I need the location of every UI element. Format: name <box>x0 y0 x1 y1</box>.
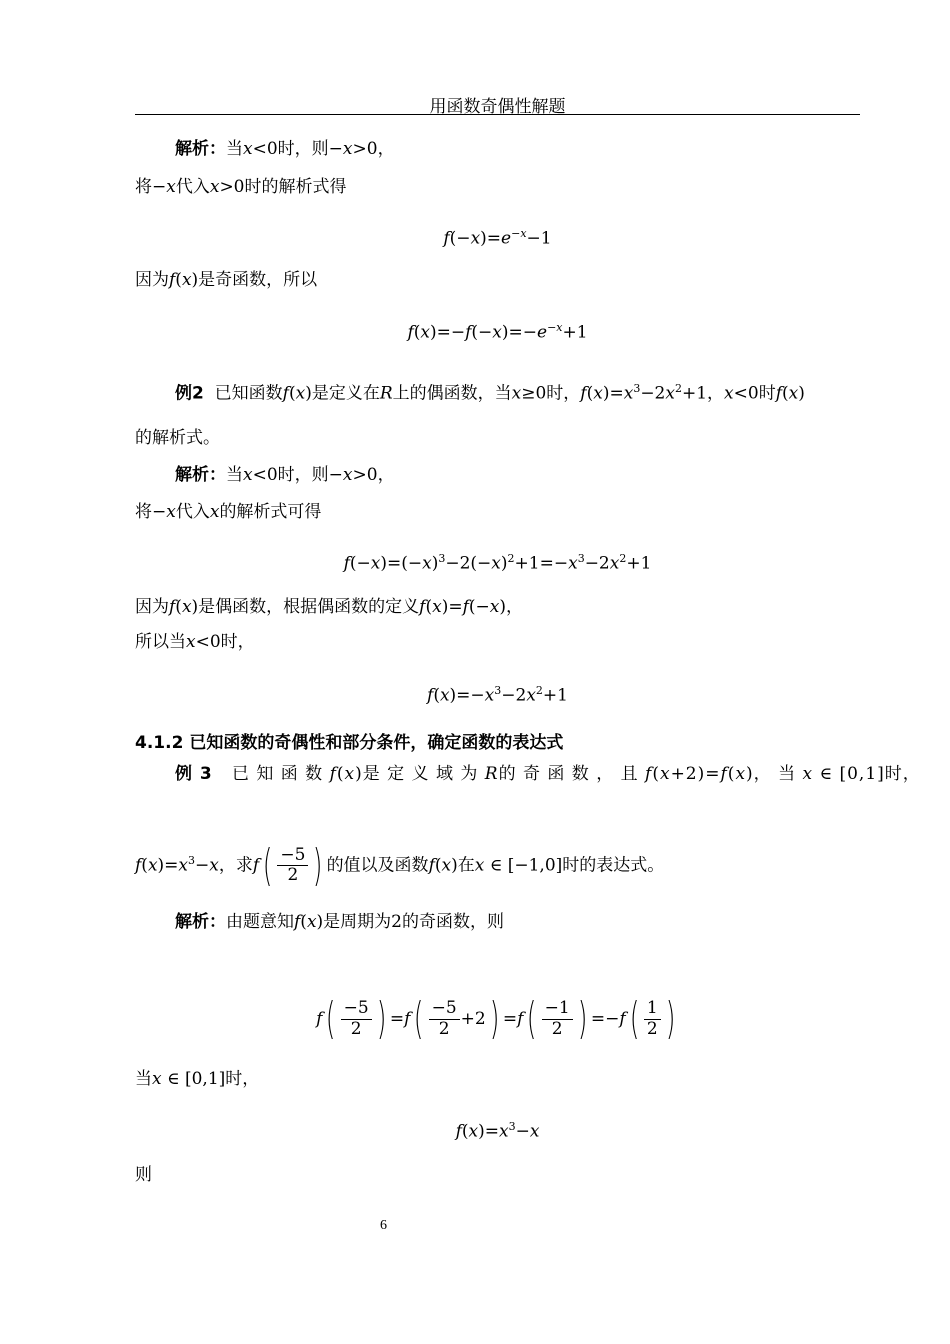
section-heading: 4.1.2 已知函数的奇偶性和部分条件，确定函数的表达式 <box>135 733 564 753</box>
header-rule <box>135 114 860 115</box>
text-line-3: 因为f(x)是奇函数，所以 <box>135 270 318 290</box>
text-line-5: 将−x代入x的解析式可得 <box>135 502 322 522</box>
text-line-2: 将−x代入x>0时的解析式得 <box>135 177 347 197</box>
analysis-line-4: 解析：当x<0时，则−x>0， <box>175 465 395 485</box>
example-3-line: 例 3 已 知 函 数 f(x)是 定 义 域 为 R的 奇 函 数 ， 且 f(x+2)=f(x)， 当 x ∈ [0,1]时， <box>175 764 921 784</box>
text-line-9: 当x ∈ [0,1]时， <box>135 1069 260 1089</box>
page-number: 6 <box>380 1218 387 1233</box>
page-header: 用函数奇偶性解题 <box>429 97 566 117</box>
example-2-line: 例2 已知函数f(x)是定义在R上的偶函数，当x≥0时，$f(x)=x^3-2x^2+1$，x<0时f(x) <box>175 382 805 404</box>
formula-2: $f(x)=-f(-x)=-e^{-x}+1$ <box>407 321 588 343</box>
example-3-continuation: $f(x)=x^3-x$，求f( $\frac{-5}{2}$ ) 的值以及函数f(x)在x ∈ [−1,0]时的表达式。 <box>135 839 665 891</box>
analysis-line-8: 解析：由题意知f(x)是周期为2的奇函数，则 <box>175 912 504 932</box>
analysis-line-1: 解析：当x<0时，则−x>0， <box>175 139 395 159</box>
formula-3: $f(-x)=(-x)^3-2(-x)^2+1=-x^3-2x^2+1$ <box>343 552 652 574</box>
text-line-7: 所以当x<0时， <box>135 632 255 652</box>
formula-5: f( $\frac{-5}{2}$ ) =f( $\frac{-5}{2}$ +2) =f( $\frac{-1}{2}$ ) =−f( $\frac{1}{2}$ ) <box>316 993 675 1044</box>
formula-6: $f(x)=x^3-x$ <box>455 1120 540 1142</box>
text-line-10: 则 <box>135 1165 152 1185</box>
text-line-6: 因为f(x)是偶函数，根据偶函数的定义f(x)=f(−x)， <box>135 597 524 617</box>
formula-4: $f(x)=-x^3-2x^2+1$ <box>427 684 568 706</box>
formula-1: $f(-x)=e^{-x}-1$ <box>443 227 552 249</box>
example-2-continuation: 的解析式。 <box>135 428 220 448</box>
